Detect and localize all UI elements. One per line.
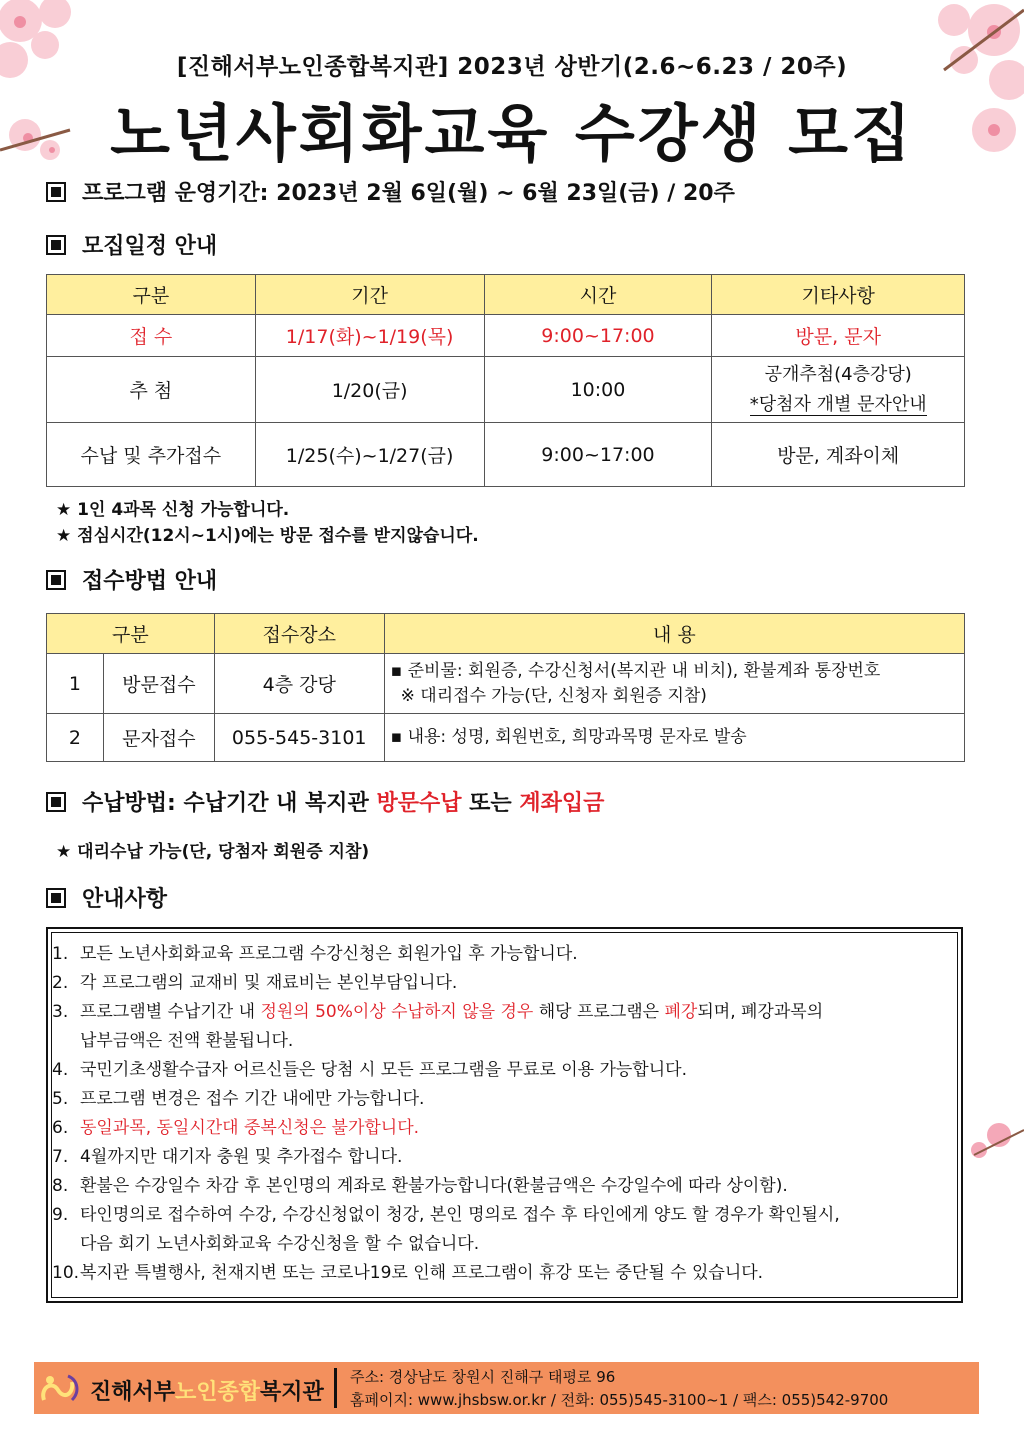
item-text-highlight: 폐강 xyxy=(664,1002,698,1022)
payment-visit: 방문수납 xyxy=(376,791,462,816)
table-cell: 1 xyxy=(47,654,104,714)
table-row xyxy=(47,357,965,423)
square-bullet-icon xyxy=(46,570,66,590)
schedule-note: ★ 1인 4과목 신청 가능합니다. xyxy=(56,500,290,520)
item-text: 동일과목, 동일시간대 중복신청은 불가합니다. xyxy=(80,1118,420,1138)
column-header: 구분 xyxy=(47,275,256,315)
item-text-part: 해당 프로그램은 xyxy=(533,1002,665,1022)
table-cell: 4층 강당 xyxy=(214,654,384,714)
table-cell: 1/25(수)~1/27(금) xyxy=(255,423,484,487)
page-subtitle: [진해서부노인종합복지관] 2023년 상반기(2.6~6.23 / 20주) xyxy=(176,54,848,80)
item-text-part: 프로그램별 수납기간 내 xyxy=(80,1002,261,1022)
list-item xyxy=(52,1056,957,1085)
square-bullet-icon xyxy=(46,235,66,255)
table-row xyxy=(47,714,965,762)
table-cell: 10:00 xyxy=(484,357,712,423)
list-item xyxy=(52,1201,957,1259)
payment-account: 계좌입금 xyxy=(519,791,605,816)
table-row xyxy=(47,315,965,357)
item-text: 국민기초생활수급자 어르신들은 당첨 시 모든 프로그램을 무료로 이용 가능합니다. xyxy=(80,1060,687,1080)
section-program-period xyxy=(46,176,735,207)
item-text xyxy=(80,1201,957,1259)
item-number: 10. xyxy=(52,1263,80,1283)
footer-org-name xyxy=(90,1375,324,1406)
item-text-part: 타인명의로 접수하여 수강, 수강신청없이 청강, 본인 명의로 접수 후 타인에게 양도 할 경우가 확인될시, xyxy=(80,1205,840,1225)
org-name-part: 진해서부 xyxy=(90,1380,176,1405)
item-text-part: 되며, 폐강과목의 xyxy=(697,1002,824,1022)
list-item xyxy=(52,1114,957,1143)
table-cell: ▪ 내용: 성명, 회원번호, 희망과목명 문자로 발송 xyxy=(384,714,964,762)
item-number: 7. xyxy=(52,1147,69,1167)
item-text xyxy=(80,998,957,1056)
item-text-part: 납부금액은 전액 환불됩니다. xyxy=(80,1031,294,1051)
list-item xyxy=(52,969,957,998)
payment-middle: 또는 xyxy=(461,791,520,816)
org-name-part: 노인종합 xyxy=(175,1380,261,1405)
page-title: 노년사회화교육 수강생 모집 xyxy=(110,97,914,170)
section-method xyxy=(46,564,217,595)
list-item xyxy=(52,998,957,1056)
item-text: 각 프로그램의 교재비 및 재료비는 본인부담입니다. xyxy=(80,973,458,993)
schedule-table xyxy=(46,274,965,487)
program-period-text: 프로그램 운영기간: 2023년 2월 6일(월) ~ 6월 23일(금) / 20주 xyxy=(82,181,735,206)
footer-banner xyxy=(34,1362,979,1414)
item-text: 4월까지만 대기자 충원 및 추가접수 합니다. xyxy=(80,1147,403,1167)
prepare-items-text: ▪ 준비물: 회원증, 수강신청서(복지관 내 비치), 환불계좌 통장번호 xyxy=(390,660,881,681)
table-cell: 수납 및 추가접수 xyxy=(47,423,256,487)
item-number: 2. xyxy=(52,973,69,993)
table-cell: 9:00~17:00 xyxy=(484,315,712,357)
payment-note: ★ 대리수납 가능(단, 당첨자 회원증 지참) xyxy=(56,842,370,862)
method-heading: 접수방법 안내 xyxy=(82,569,218,594)
list-item xyxy=(52,940,957,969)
item-number: 8. xyxy=(52,1176,69,1196)
org-name-part: 복지관 xyxy=(260,1380,324,1405)
table-cell: 2 xyxy=(47,714,104,762)
footer-divider xyxy=(334,1368,337,1408)
lottery-place-text: 공개추첨(4층강당) xyxy=(764,363,912,385)
guide-list xyxy=(52,940,957,1288)
item-text-highlight: 정원의 50%이상 수납하지 않을 경우 xyxy=(260,1002,534,1022)
table-row xyxy=(47,423,965,487)
list-item xyxy=(52,1172,957,1201)
table-cell: 방문, 문자 xyxy=(712,315,965,357)
table-cell: 방문접수 xyxy=(103,654,214,714)
payment-prefix: 수납방법: 수납기간 내 복지관 xyxy=(82,791,377,816)
section-guide xyxy=(46,882,167,913)
square-bullet-icon xyxy=(46,888,66,908)
footer-address: 주소: 경상남도 창원시 진해구 태평로 96 xyxy=(350,1368,616,1386)
schedule-note: ★ 점심시간(12시~1시)에는 방문 접수를 받지않습니다. xyxy=(56,526,479,546)
section-payment xyxy=(46,786,604,817)
column-header: 시간 xyxy=(484,275,712,315)
table-row xyxy=(47,654,965,714)
table-cell xyxy=(384,654,964,714)
table-cell: 1/20(금) xyxy=(255,357,484,423)
table-cell: 문자접수 xyxy=(103,714,214,762)
column-header: 내 용 xyxy=(384,614,964,654)
schedule-heading: 모집일정 안내 xyxy=(82,234,218,259)
table-header-row xyxy=(47,614,965,654)
table-cell: 추 첨 xyxy=(47,357,256,423)
method-table xyxy=(46,613,965,762)
table-cell xyxy=(712,357,965,423)
item-text: 모든 노년사회화교육 프로그램 수강신청은 회원가입 후 가능합니다. xyxy=(80,944,578,964)
lottery-notice-text: *당첨자 개별 문자안내 xyxy=(749,393,927,415)
item-text: 환불은 수강일수 차감 후 본인명의 계좌로 환불가능합니다(환불금액은 수강일수에 따라 상이함). xyxy=(80,1176,788,1196)
item-text: 프로그램 변경은 접수 기간 내에만 가능합니다. xyxy=(80,1089,425,1109)
column-header: 기간 xyxy=(255,275,484,315)
column-header: 구분 xyxy=(47,614,215,654)
proxy-notice-text: ※ 대리접수 가능(단, 신청자 회원증 지참) xyxy=(400,685,707,706)
list-item xyxy=(52,1085,957,1114)
table-cell: 1/17(화)~1/19(목) xyxy=(255,315,484,357)
item-number: 5. xyxy=(52,1089,69,1109)
guide-heading: 안내사항 xyxy=(82,887,168,912)
table-cell: 055-545-3101 xyxy=(214,714,384,762)
square-bullet-icon xyxy=(46,792,66,812)
item-number: 4. xyxy=(52,1060,69,1080)
item-number: 9. xyxy=(52,1205,69,1225)
item-number: 3. xyxy=(52,1002,69,1022)
table-header-row xyxy=(47,275,965,315)
column-header: 기타사항 xyxy=(712,275,965,315)
item-text: 복지관 특별행사, 천재지변 또는 코로나19로 인해 프로그램이 휴강 또는 중단될 수 있습니다. xyxy=(80,1263,764,1283)
list-item xyxy=(52,1259,957,1288)
list-item xyxy=(52,1143,957,1172)
item-number: 1. xyxy=(52,944,69,964)
cherry-blossom-decoration-icon xyxy=(964,1110,1024,1170)
item-text-part: 다음 회기 노년사회화교육 수강신청을 할 수 없습니다. xyxy=(80,1234,480,1254)
table-cell: 9:00~17:00 xyxy=(484,423,712,487)
table-cell: 방문, 계좌이체 xyxy=(712,423,965,487)
welfare-center-logo-icon xyxy=(38,1370,82,1408)
square-bullet-icon xyxy=(46,182,66,202)
section-schedule xyxy=(46,229,217,260)
footer-contact: 홈페이지: www.jhsbsw.or.kr / 전화: 055)545-3100~1 / 팩스: 055)542-9700 xyxy=(350,1391,889,1409)
column-header: 접수장소 xyxy=(214,614,384,654)
table-cell: 접 수 xyxy=(47,315,256,357)
item-number: 6. xyxy=(52,1118,69,1138)
payment-text xyxy=(82,786,604,817)
